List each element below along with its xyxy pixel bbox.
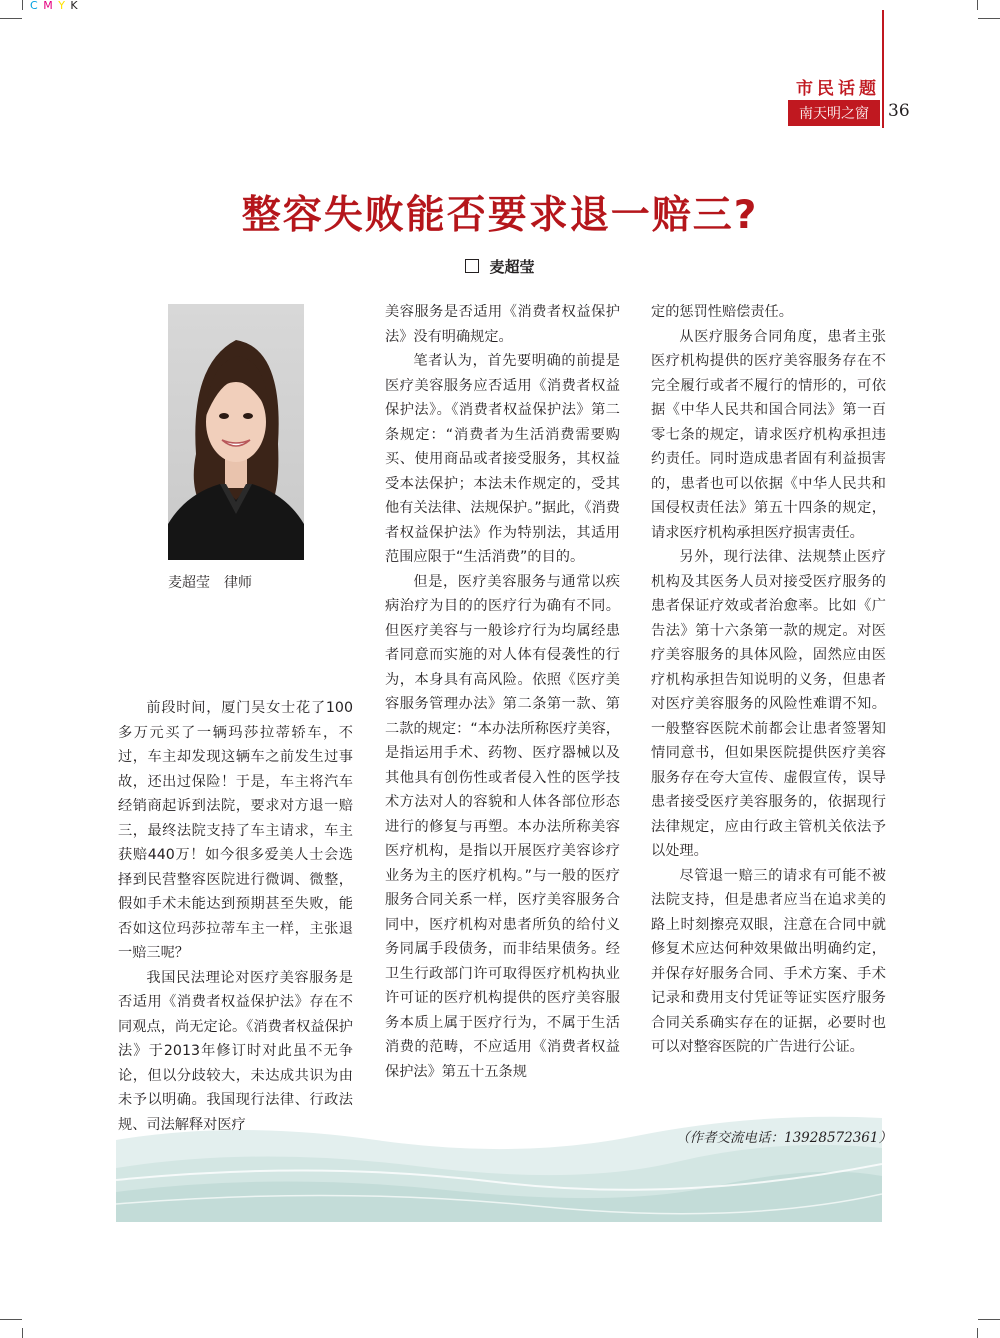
column-badge: 南天明之窗 (788, 100, 880, 126)
paragraph: 从医疗服务合同角度，患者主张医疗机构提供的医疗美容服务存在不完全履行或者不履行的情形的，可依据《中华人民共和国合同法》第一百零七条的规定，请求医疗机构承担违约责任。同时造成患者固有利益损害的，患者也可以依据《中华人民共和国侵权责任法》第五十四条的规定，请求医疗机构承担医疗损害责任。 (651, 328, 886, 541)
cmyk-y: Y (58, 0, 66, 12)
cmyk-m: M (43, 0, 54, 12)
author-line (0, 256, 1000, 277)
crop-mark (978, 18, 1000, 19)
crop-mark (977, 0, 978, 10)
paragraph-continued: 定的惩罚性赔偿责任。 (651, 304, 793, 320)
author-box-icon (465, 259, 479, 273)
paragraph: 前段时间，厦门吴女士花了100多万元买了一辆玛莎拉蒂轿车，不过，车主却发现这辆车之前发生过事故，还出过保险！于是，车主将汽车经销商起诉到法院，要求对方退一赔三，最终法院支持了车主请求，车主获赔440万！如今很多爱美人士会选择到民营整容医院进行微调、微整，假如手术未能达到预期甚至失败，能否如这位玛莎拉蒂车主一样，主张退一赔三呢？ (118, 700, 353, 961)
author-photo (168, 304, 304, 560)
paragraph: 另外，现行法律、法规禁止医疗机构及其医务人员对接受医疗服务的患者保证疗效或者治愈率。比如《广告法》第十六条第一款的规定。对医疗美容服务的具体风险，固然应由医疗机构承担告知说明的义务，但患者对医疗美容服务的风险性难谓不知。一般整容医院术前都会让患者签署知情同意书，但如果医院提供医疗美容服务存在夸大宣传、虚假宣传，误导患者接受医疗美容服务的，依据现行法律规定，应由行政主管机关依法予以处理。 (651, 549, 886, 859)
crop-mark (22, 1328, 23, 1338)
crop-mark (22, 0, 23, 10)
crop-mark (0, 1319, 22, 1320)
paragraph: 但是，医疗美容服务与通常以疾病治疗为目的的医疗行为确有不同。但医疗美容与一般诊疗行为均属经患者同意而实施的对人体有侵袭性的行为，本身具有高风险。依照《医疗美容服务管理办法》第二条第一款、第二款的规定：“本办法所称医疗美容，是指运用手术、药物、医疗器械以及其他具有创伤性或者侵入性的医学技术方法对人的容貌和人体各部位形态进行的修复与再塑。本办法所称美容医疗机构，是指以开展医疗美容诊疗业务为主的医疗机构。”与一般的医疗服务合同关系一样，医疗美容服务合同中，医疗机构对患者所负的给付义务同属手段债务，而非结果债务。经卫生行政部门许可取得医疗机构执业许可证的医疗机构提供的医疗美容服务本质上属于医疗行为，不属于生活消费的范畴，不应适用《消费者权益保护法》第五十五条规 (385, 573, 620, 1080)
text-column-2 (385, 300, 620, 1084)
paragraph: 笔者认为，首先要明确的前提是医疗美容服务应否适用《消费者权益保护法》。《消费者权益保护法》第二条规定：“消费者为生活消费需要购买、使用商品或者接受服务，其权益受本法保护；本法未作规定的，受其他有关法律、法规保护。”据此，《消费者权益保护法》作为特别法，其适用范围应限于“生活消费”的目的。 (385, 353, 620, 565)
paragraph: 尽管退一赔三的请求有可能不被法院支持，但是患者应当在追求美的路上时刻擦亮双眼，注意在合同中就修复术应达何种效果做出明确约定，并保存好服务合同、手术方案、手术记录和费用支付凭证等证实医疗服务合同关系确实存在的证据，必要时也可以对整容医院的广告进行公证。 (651, 867, 886, 1055)
photo-caption: 麦超莹 律师 (168, 575, 252, 591)
paragraph-continued: 美容服务是否适用《消费者权益保护法》没有明确规定。 (385, 304, 620, 345)
author-name: 麦超莹 (489, 258, 535, 276)
page-number: 36 (888, 101, 910, 121)
cmyk-marks (30, 0, 79, 12)
section-title: 市民话题 (796, 79, 880, 99)
paragraph: 我国民法理论对医疗美容服务是否适用《消费者权益保护法》存在不同观点，尚无定论。《消费者权益保护法》于2013年修订时对此虽不无争论，但以分歧较大，未达成共识为由未予以明确。我国现行法律、行政法规、司法解释对医疗 (118, 969, 353, 1133)
crop-mark (0, 18, 22, 19)
article-title: 整容失败能否要求退一赔三? (241, 193, 759, 238)
text-column-3 (651, 300, 886, 1060)
text-column-1 (118, 696, 353, 1137)
crop-mark (977, 1328, 978, 1338)
portrait-illustration (168, 304, 304, 560)
header-rule (882, 10, 884, 128)
cmyk-k: K (70, 0, 79, 12)
crop-mark (978, 1319, 1000, 1320)
cmyk-c: C (30, 0, 39, 12)
author-contact: （作者交流电话：13928572361） (676, 1130, 892, 1146)
